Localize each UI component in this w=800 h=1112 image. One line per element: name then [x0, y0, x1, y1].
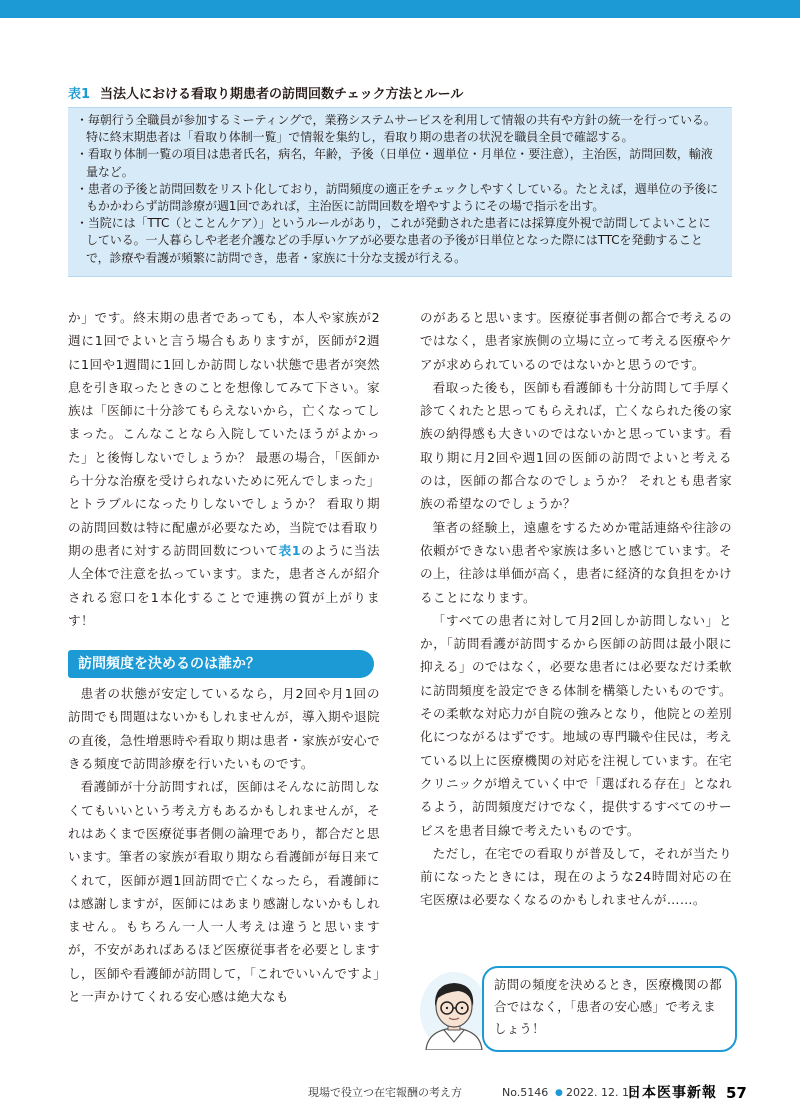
paragraph: 筆者の経験上，遠慮をするためか電話連絡や往診の依頼ができない患者や家族は多いと感じています。その上，往診は単価が高く，患者に経済的な負担をかけることになります。	[420, 519, 732, 605]
page-number: 57	[726, 1084, 747, 1102]
table-item: ・患者の予後と訪問回数をリスト化しており，訪問頻度の適正をチェックしやすくしている。たとえば，週単位の予後にもかかわらず訪問診療が週1回であれば，主治医に訪問回数を増やすようにその場で指示を出す。	[76, 181, 719, 214]
section-heading: 訪問頻度を決めるのは誰か？	[68, 650, 374, 678]
paragraph-text: のように当法人全体で注意を払っています。また，患者さんが紹介される窓口を1本化することで連携の質が上がります！	[68, 542, 380, 628]
top-accent-bar	[0, 0, 800, 18]
table-title: 当法人における看取り期患者の訪問回数チェック方法とルール	[100, 87, 464, 102]
paragraph: 看取った後も，医師も看護師も十分訪問して手厚く診てくれたと思ってもらえれば，亡くなられた後の家族の納得感も大きいのではないかと思っています。看取り期に月2回や週1回の医師の訪問でよいと考えるのは，医師の都合なのでしょうか？ それとも患者家族の希望なのでしょうか？	[420, 379, 732, 512]
paragraph: 患者の状態が安定しているなら，月2回や月1回の訪問でも問題はないかもしれませんが，導入期や退院の直後，急性増悪時や看取り期は患者・家族が安心できる頻度で訪問診療を行いたいものです。	[68, 686, 380, 772]
table-reference: 表1	[278, 542, 301, 558]
table-caption	[68, 86, 738, 104]
table-item: ・看取り体制一覧の項目は患者氏名，病名，年齢，予後（日単位・週単位・月単位・要注意），主治医，訪問回数，輸液量など。	[76, 147, 713, 179]
right-column	[420, 306, 732, 912]
footer-dot-icon: ●	[555, 1088, 563, 1098]
paragraph	[68, 306, 380, 632]
footer-series-title: 現場で役立つ在宅報酬の考え方	[308, 1086, 462, 1099]
footer-date: 2022. 12. 10	[566, 1086, 636, 1099]
table-item: ・当院には「TTC（とことんケア）」というルールがあり，これが発動された患者には採算度外視で訪問してよいことにしている。一人暮らしや老老介護などの手厚いケアが必要な患者の予後が日単位となった際にはTTCを発動することで，診療や看護が頻繁に訪問でき，患者・家族に十分な支援が行える。	[76, 216, 711, 265]
speech-bubble: 訪問の頻度を決めるとき，医療機関の都合ではなく，「患者の安心感」で考えましょう！	[482, 966, 737, 1052]
paragraph: 「すべての患者に対して月2回しか訪問しない」とか，「訪問看護が訪問するから医師の訪問は最小限に抑える」のではなく，必要な患者には必要なだけ柔軟に訪問頻度を設定できる体制を構築したいものです。その柔軟な対応力が自院の強みとなり，他院との差別化につながるはずです。地域の専門職や住民は，考えている以上に医療機関の対応を注視しています。在宅クリニックが増えていく中で「選ばれる存在」となれるよう，訪問頻度だけでなく，提供するすべてのサービスを患者目線で考えたいものです。	[420, 612, 732, 838]
author-comment	[420, 966, 740, 1056]
paragraph-text: か」です。終末期の患者であっても，本人や家族が2週に1回でよいと言う場合もありますが，医師が2週に1回や1週間に1回しか訪問しない状態で患者が突然息を引き取ったときのことを想像してみて下さい。家族は「医師に十分診てもらえないから，亡くなってしまった。こんなことなら入院していたほうがよかった」と後悔しないでしょうか？ 最悪の場合，「医師から十分な治療を受けられないために死んでしまった」とトラブルになったりしないでしょうか？ 看取り期の訪問回数は特に配慮が必要なため，当院では看取り期の患者に対する訪問回数について	[68, 310, 380, 558]
footer-issue-number: No.5146	[502, 1086, 549, 1099]
table-item: ・毎朝行う全職員が参加するミーティングで，業務システムサービスを利用して情報の共有や方針の統一を行っている。特に終末期患者は「看取り体制一覧」で情報を集約し，看取り期の患者の状況を職員全員で確認する。	[76, 113, 716, 145]
left-column	[68, 306, 380, 1008]
paragraph: のがあると思います。医療従事者側の都合で考えるのではなく，患者家族側の立場に立って考える医療やケアが求められているのではないかと思うのです。	[420, 310, 732, 372]
table-box	[68, 107, 732, 277]
paragraph: ただし，在宅での看取りが普及して，それが当たり前になったときには，現在のような24時間対応の在宅医療は必要なくなるのかもしれませんが……。	[420, 845, 732, 908]
paragraph: 看護師が十分訪問すれば，医師はそんなに訪問しなくてもいいという考え方もあるかもしれませんが，それはあくまで医療従事者側の論理であり，都合だと思います。筆者の家族が看取り期なら看護師が毎日来てくれて，医師が週1回訪問で亡くなったら，看護師には感謝しますが，医師にはあまり感謝しないかもしれません。もちろん一人一人考えは違うと思いますが，不安があればあるほど医療従事者を必要としますし，医師や看護師が訪問して，「これでいいんですよ」と一声かけてくれる安心感は絶大なも	[68, 779, 380, 1005]
footer-journal-name: 日本医事新報	[627, 1085, 717, 1101]
table-label: 表1	[68, 87, 91, 102]
author-avatar-icon	[420, 972, 488, 1050]
